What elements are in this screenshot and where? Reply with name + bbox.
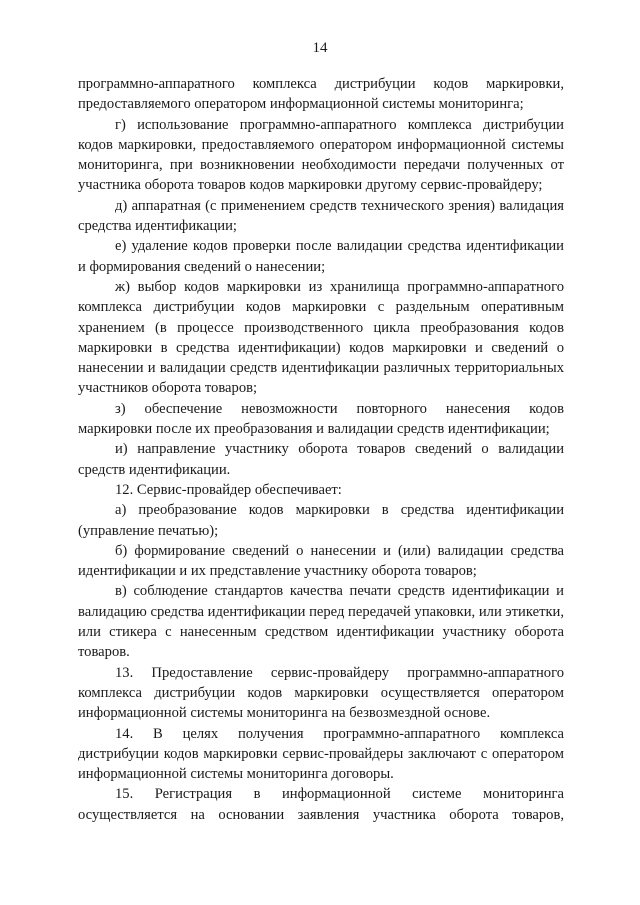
paragraph-1: программно-аппаратного комплекса дистрибуции кодов маркировки, предоставляемого оператором информационной системы мониторинга; bbox=[78, 76, 564, 113]
paragraph-item-i: и) направление участнику оборота товаров сведений о валидации средств идентификации. bbox=[78, 441, 564, 478]
paragraph-item-z: з) обеспечение невозможности повторного нанесения кодов маркировки после их преобразования и валидации средств идентификации; bbox=[78, 400, 564, 438]
paragraph-item-b: б) формирование сведений о нанесении и (или) валидации средства идентификации и их представление участнику оборота товаров; bbox=[78, 542, 564, 580]
paragraph-clause-15: 15. Регистрация в информационной системе мониторинга осуществляется на основании заявления участника оборота товаров, bbox=[78, 786, 564, 823]
document-body bbox=[78, 74, 564, 825]
paragraph-item-v: в) соблюдение стандартов качества печати средств идентификации и валидацию средства идентификации перед передачей упаковки, или этикетки, или стикера с нанесенным средством идентификации участнику оборота товаров. bbox=[78, 583, 564, 661]
paragraph-item-e: е) удаление кодов проверки после валидации средства идентификации и формирования сведений о нанесении; bbox=[78, 238, 564, 275]
paragraph-item-a: а) преобразование кодов маркировки в средства идентификации (управление печатью); bbox=[78, 502, 564, 539]
paragraph-item-zh: ж) выбор кодов маркировки из хранилища программно-аппаратного комплекса дистрибуции кодов маркировки с раздельным оперативным хранением (в процессе производственного цикла преобразования кодов маркировки в средства идентификации) кодов маркировки и сведений о нанесении и валидации средств идентификации различных территориальных участников оборота товаров; bbox=[78, 278, 564, 397]
paragraph-item-g: г) использование программно-аппаратного комплекса дистрибуции кодов маркировки, предоставляемого оператором информационной системы мониторинга, при возникновении необходимости передачи полученных от участника оборота товаров кодов маркировки другому сервис-провайдеру; bbox=[78, 116, 564, 194]
paragraph-clause-12: 12. Сервис-провайдер обеспечивает: bbox=[115, 481, 342, 498]
paragraph-clause-13: 13. Предоставление сервис-провайдеру программно-аппаратного комплекса дистрибуции кодов маркировки осуществляется оператором информационной системы мониторинга на безвозмездной основе. bbox=[78, 664, 564, 722]
paragraph-item-d: д) аппаратная (с применением средств технического зрения) валидация средства идентификации; bbox=[78, 197, 564, 235]
paragraph-clause-14: 14. В целях получения программно-аппаратного комплекса дистрибуции кодов маркировки сервис-провайдеры заключают с оператором информационной системы мониторинга договоры. bbox=[78, 725, 564, 783]
page-number: 14 bbox=[312, 40, 328, 56]
